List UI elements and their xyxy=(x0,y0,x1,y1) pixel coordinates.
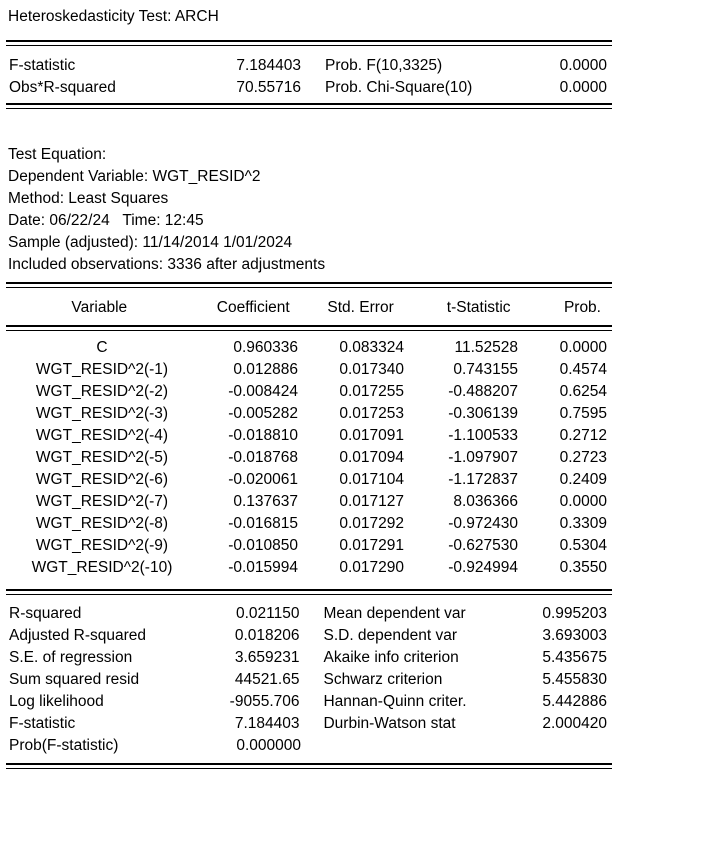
coefficient-row xyxy=(6,469,612,491)
summary-row xyxy=(6,735,612,757)
cell-variable: WGT_RESID^2(-3) xyxy=(35,405,169,422)
info-line: Method: Least Squares xyxy=(8,190,169,207)
separator-rule xyxy=(6,103,612,109)
test-title: Heteroskedasticity Test: ARCH xyxy=(8,8,219,25)
summary-value-left: 44521.65 xyxy=(234,671,300,688)
coefficient-table-body xyxy=(6,337,612,579)
cell-variable: WGT_RESID^2(-10) xyxy=(31,559,173,576)
cell-std-error: 0.017340 xyxy=(339,361,404,378)
cell-t-statistic: -0.306139 xyxy=(448,405,518,422)
summary-label-left: S.E. of regression xyxy=(9,649,133,666)
cell-prob: 0.3550 xyxy=(559,559,607,576)
cell-t-statistic: -1.097907 xyxy=(448,449,518,466)
stat-value: 7.184403 xyxy=(236,57,301,74)
coefficient-row xyxy=(6,337,612,359)
cell-coefficient: -0.005282 xyxy=(228,405,298,422)
cell-prob: 0.2409 xyxy=(559,471,607,488)
cell-variable: WGT_RESID^2(-1) xyxy=(35,361,169,378)
cell-t-statistic: -1.172837 xyxy=(448,471,518,488)
cell-variable: WGT_RESID^2(-6) xyxy=(35,471,169,488)
cell-t-statistic: -0.488207 xyxy=(448,383,518,400)
header-t-statistic: t-Statistic xyxy=(446,299,511,316)
cell-coefficient: -0.018768 xyxy=(228,449,298,466)
info-line: Test Equation: xyxy=(8,146,107,163)
summary-label-right: Akaike info criterion xyxy=(323,649,459,666)
cell-variable: WGT_RESID^2(-9) xyxy=(35,537,169,554)
separator-rule xyxy=(6,40,612,46)
summary-row xyxy=(6,625,612,647)
test-statistic-row xyxy=(6,55,612,77)
summary-value-right: 3.693003 xyxy=(542,627,607,644)
coefficient-row xyxy=(6,359,612,381)
summary-value-left: -9055.706 xyxy=(229,693,300,710)
summary-row xyxy=(6,691,612,713)
separator-rule xyxy=(6,282,612,288)
cell-std-error: 0.017091 xyxy=(339,427,404,444)
cell-std-error: 0.017292 xyxy=(339,515,404,532)
cell-prob: 0.5304 xyxy=(559,537,607,554)
test-statistic-row xyxy=(6,77,612,99)
cell-prob: 0.7595 xyxy=(559,405,607,422)
coefficient-table-header xyxy=(6,297,612,319)
cell-prob: 0.0000 xyxy=(559,339,607,356)
cell-prob: 0.6254 xyxy=(559,383,607,400)
summary-value-right: 5.442886 xyxy=(542,693,607,710)
summary-value-left: 3.659231 xyxy=(234,649,300,666)
summary-label-left: Sum squared resid xyxy=(9,671,140,688)
summary-label-left: R-squared xyxy=(9,605,82,622)
summary-value-left: 7.184403 xyxy=(234,715,300,732)
summary-value-left: 0.000000 xyxy=(236,737,301,754)
cell-t-statistic: -0.924994 xyxy=(448,559,518,576)
cell-std-error: 0.083324 xyxy=(339,339,404,356)
cell-t-statistic: 8.036366 xyxy=(453,493,518,510)
summary-row xyxy=(6,669,612,691)
cell-coefficient: -0.018810 xyxy=(228,427,298,444)
cell-coefficient: -0.020061 xyxy=(228,471,298,488)
test-statistics-section xyxy=(6,55,612,99)
coefficient-row xyxy=(6,491,612,513)
summary-value-right: 5.455830 xyxy=(542,671,607,688)
header-coefficient: Coefficient xyxy=(216,299,290,316)
cell-prob: 0.0000 xyxy=(559,493,607,510)
cell-std-error: 0.017104 xyxy=(339,471,404,488)
coefficient-row xyxy=(6,425,612,447)
summary-label-left: Prob(F-statistic) xyxy=(9,737,119,754)
summary-label-left: Log likelihood xyxy=(9,693,104,710)
coefficient-row xyxy=(6,557,612,579)
summary-value-left: 0.018206 xyxy=(234,627,300,644)
stat-label: F-statistic xyxy=(9,57,76,74)
cell-coefficient: -0.016815 xyxy=(228,515,298,532)
header-variable: Variable xyxy=(71,299,128,316)
header-prob: Prob. xyxy=(563,299,601,316)
prob-value: 0.0000 xyxy=(559,57,607,74)
info-line: Sample (adjusted): 11/14/2014 1/01/2024 xyxy=(8,234,293,251)
summary-row xyxy=(6,713,612,735)
cell-coefficient: 0.960336 xyxy=(233,339,298,356)
info-line: Date: 06/22/24 Time: 12:45 xyxy=(8,212,204,229)
cell-variable: WGT_RESID^2(-5) xyxy=(35,449,169,466)
summary-label-right: Schwarz criterion xyxy=(323,671,443,688)
cell-coefficient: 0.137637 xyxy=(233,493,298,510)
cell-t-statistic: 11.52528 xyxy=(454,339,518,356)
coefficient-row xyxy=(6,535,612,557)
cell-t-statistic: 0.743155 xyxy=(453,361,518,378)
summary-value-right: 0.995203 xyxy=(542,605,607,622)
cell-t-statistic: -0.972430 xyxy=(448,515,518,532)
separator-rule xyxy=(6,589,612,595)
info-line: Dependent Variable: WGT_RESID^2 xyxy=(8,168,261,185)
summary-label-right: Durbin-Watson stat xyxy=(323,715,456,732)
cell-variable: WGT_RESID^2(-2) xyxy=(35,383,169,400)
cell-std-error: 0.017253 xyxy=(339,405,404,422)
summary-row xyxy=(6,603,612,625)
cell-std-error: 0.017094 xyxy=(339,449,404,466)
cell-coefficient: -0.008424 xyxy=(228,383,298,400)
regression-summary-section xyxy=(6,603,612,757)
cell-variable: WGT_RESID^2(-7) xyxy=(35,493,169,510)
eviews-output-view xyxy=(6,6,612,769)
cell-t-statistic: -0.627530 xyxy=(448,537,518,554)
summary-value-right: 2.000420 xyxy=(542,715,607,732)
prob-label: Prob. Chi-Square(10) xyxy=(325,79,473,96)
cell-variable: C xyxy=(96,339,108,356)
cell-std-error: 0.017290 xyxy=(339,559,404,576)
summary-label-left: Adjusted R-squared xyxy=(9,627,146,644)
cell-std-error: 0.017291 xyxy=(339,537,404,554)
summary-label-right xyxy=(301,735,545,757)
summary-value-right xyxy=(545,735,612,757)
header-std-error: Std. Error xyxy=(327,299,394,316)
prob-value: 0.0000 xyxy=(559,79,607,96)
cell-coefficient: 0.012886 xyxy=(233,361,298,378)
summary-value-left: 0.021150 xyxy=(235,605,300,622)
summary-label-right: Mean dependent var xyxy=(323,605,466,622)
summary-row xyxy=(6,647,612,669)
test-equation-info xyxy=(6,144,612,276)
cell-prob: 0.2723 xyxy=(559,449,607,466)
cell-std-error: 0.017255 xyxy=(339,383,404,400)
cell-std-error: 0.017127 xyxy=(339,493,404,510)
prob-label: Prob. F(10,3325) xyxy=(325,57,443,74)
info-line: Included observations: 3336 after adjustments xyxy=(8,256,326,273)
cell-t-statistic: -1.100533 xyxy=(448,427,518,444)
cell-coefficient: -0.015994 xyxy=(228,559,298,576)
cell-prob: 0.3309 xyxy=(559,515,607,532)
summary-label-right: Hannan-Quinn criter. xyxy=(323,693,467,710)
cell-prob: 0.4574 xyxy=(559,361,607,378)
summary-value-right: 5.435675 xyxy=(542,649,607,666)
separator-rule xyxy=(6,325,612,331)
separator-rule xyxy=(6,763,612,769)
coefficient-row xyxy=(6,381,612,403)
stat-label: Obs*R-squared xyxy=(9,79,116,96)
coefficient-row xyxy=(6,403,612,425)
cell-variable: WGT_RESID^2(-4) xyxy=(35,427,169,444)
cell-coefficient: -0.010850 xyxy=(228,537,298,554)
cell-prob: 0.2712 xyxy=(559,427,607,444)
summary-label-right: S.D. dependent var xyxy=(323,627,458,644)
coefficient-row xyxy=(6,447,612,469)
coefficient-row xyxy=(6,513,612,535)
cell-variable: WGT_RESID^2(-8) xyxy=(35,515,169,532)
stat-value: 70.55716 xyxy=(236,79,301,96)
summary-label-left: F-statistic xyxy=(9,715,76,732)
